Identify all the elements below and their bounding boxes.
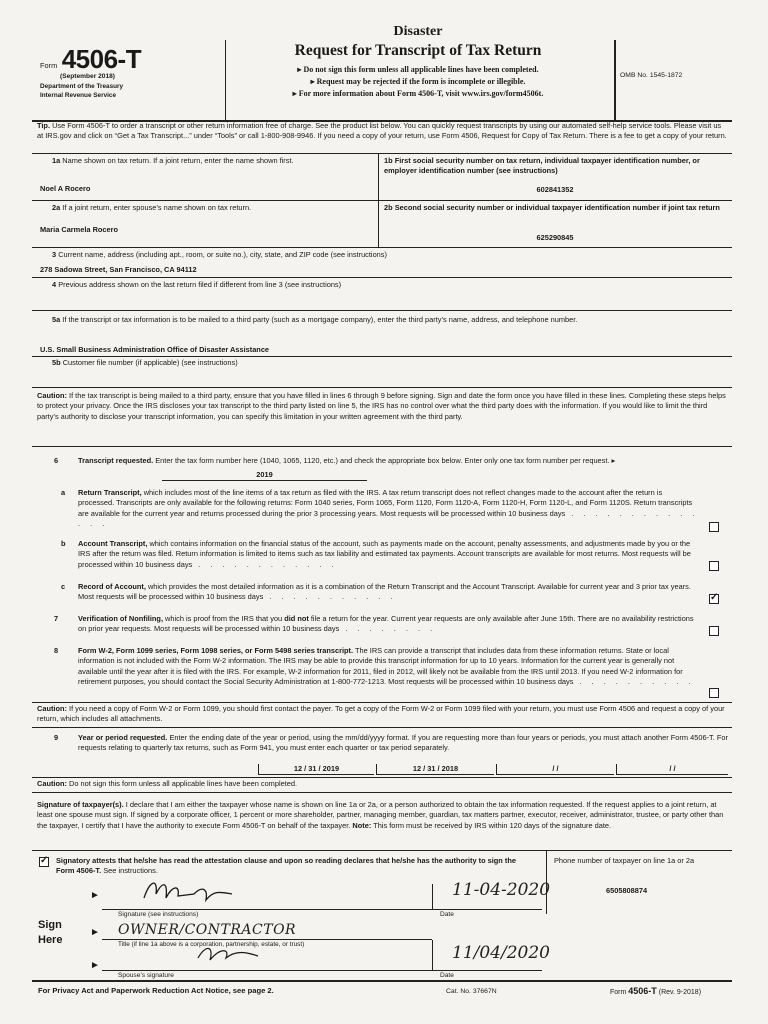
footer-cat-number: Cat. No. 37667N [446,988,497,995]
line-1a-label: 1a Name shown on tax return. If a joint return, enter the name shown first. [52,156,294,165]
line-6-form-number[interactable]: 2019 [162,470,367,481]
line-6a-letter: a [61,488,66,497]
taxpayer-signature [136,872,256,908]
w2-1099-checkbox[interactable] [709,688,719,698]
record-of-account-checkbox[interactable] [709,594,719,604]
attest-text: Signatory attests that he/she has read the attestation clause and upon so reading declares that he/she has the authority to sign the Form 4506-T. See instructions. [56,856,516,876]
line-6b-letter: b [61,539,66,548]
line-3-value: 278 Sadowa Street, San Francisco, CA 94112 [40,265,197,274]
line-2a-value: Maria Carmela Rocero [40,225,119,234]
form-date: (September 2018) [60,73,115,80]
signature-label: Signature (see instructions) [118,911,199,918]
account-transcript-checkbox[interactable] [709,561,719,571]
form-number-block [40,44,141,75]
line-5a-label: 5a If the transcript or tax information is to be mailed to a third party (such as a mortgage company), enter the third party’s name, address, and telephone number. [52,315,578,324]
attest-checkbox[interactable] [39,857,49,867]
line-9-text: Year or period requested. Enter the ending date of the year or period, using the mm/dd/yyyy format. If you are requesting more than four years or periods, you must attach another Form 4506-T. For requests relating to quarterly tax returns, such as Form 941, you must enter each quarter or tax period separately. [78,733,728,753]
header-instructions: ▸ Do not sign this form unless all applicable lines have been completed. ▸ Request may be rejected if the form is incomplete or illegible. ▸ For more information about Form 4506-T, visit www.irs.gov/form4506t. [292,65,544,98]
caution-w2: Caution: If you need a copy of Form W-2 or Form 1099, you should first contact the payer. To get a copy of the Form W-2 or Form 1099 filed with your return, you must use Form 4506 and request a copy of your return, which includes all attachments. [37,704,725,724]
tip-text: Tip. Use Form 4506-T to order a transcript or other return information free of charge. See the product list below. You can quickly request transcripts by using our automated self-help service tools. Please visit us at IRS.gov and click on “Get a Tax Transcript...” under “Tools” or call 1-800-908-9946. If you need a copy of your return, use Form 4506, Request for Copy of Tax Return. There is a fee to get a copy of your return. [37,121,727,141]
period-date-4[interactable]: / / [616,764,728,775]
line-2a-label: 2a If a joint return, enter spouse’s name shown on tax return. [52,203,252,212]
title-top: Disaster [393,24,443,39]
line-6-number: 6 [54,456,59,465]
signature-date-1: 11-04-2020 [452,880,551,900]
form-number: 4506-T [61,44,142,74]
footer-privacy-notice: For Privacy Act and Paperwork Reduction Act Notice, see page 2. [38,986,274,995]
line-6c-letter: c [61,582,66,591]
line-4-label: 4 Previous address shown on the last return filed if different from line 3 (see instructions) [52,280,342,289]
date-label-2: Date [440,972,454,979]
line-9-number: 9 [54,733,59,742]
line-8-number: 8 [54,646,59,655]
department: Department of the Treasury Internal Revenue Service [40,83,124,99]
phone-value: 6505808874 [606,886,648,895]
line-6-text: Transcript requested. Enter the tax form number here (1040, 1065, 1120, etc.) and check the appropriate box below. Enter only one tax form number per request. ▸ [78,456,616,465]
line-1a-value: Noel A Rocero [40,184,91,193]
date-label-1: Date [440,911,454,918]
signature-date-2: 11/04/2020 [452,943,550,963]
line-6c-text: Record of Account, which provides the most detailed information as it is a combination of the Return Transcript and the Account Transcript. Available for current year and 3 prior tax years. Most requests will be processed within 10 business days . . . . . . . . . . . [78,582,691,602]
title-label: Title (if line 1a above is a corporation, partnership, estate, or trust) [118,941,305,948]
footer-form-id: Form 4506-T (Rev. 9-2018) [610,986,702,996]
sign-arrow-1: ► [90,890,100,901]
sign-here-label: Sign Here [38,919,63,946]
spouse-signature [192,938,272,968]
caution-third-party: Caution: If the tax transcript is being mailed to a third party, ensure that you have filled in lines 6 through 9 before signing. Sign and date the form once you have filled in these lines. Completing these steps helps to protect your privacy. Once the IRS discloses your tax transcript to the third party listed on line 5, the IRS has no control over what the third party does with the information. If you would like to limit the third party’s authority to disclose your transcript information, you can specify this limitation in your written agreement with the third party. [37,391,726,421]
sign-arrow-2: ► [90,927,100,938]
period-date-2[interactable]: 12 / 31 / 2018 [376,764,494,775]
line-5b-label: 5b Customer file number (if applicable) (see instructions) [52,358,238,367]
page-title: Request for Transcript of Tax Return [294,42,542,59]
line-6b-text: Account Transcript, which contains information on the financial status of the account, such as payments made on the account, penalty assessments, and adjustments made by you or the IRS after the return was filed. Return information is limited to items such as tax liability and estimated tax payments. Account transcripts are available for most returns. Most requests will be processed within 10 business days . . . . . . . . . . . . [78,539,691,569]
line-3-label: 3 Current name, address (including apt., room, or suite no.), city, state, and ZIP code (see instructions) [52,250,387,259]
phone-label: Phone number of taxpayer on line 1a or 2a [554,856,695,865]
line-8-text: Form W-2, Form 1099 series, Form 1098 series, or Form 5498 series transcript. The IRS can provide a transcript that includes data from these information returns. State or local information is not included with the Form W-2 information. The IRS may be able to provide this transcript information for up to 10 years. Information for the current year is generally not available until the year after it is filed with the IRS. For example, W-2 information for 2011, filed in 2012, will likely not be available from the IRS until 2013. If you need W-2 information for retirement purposes, you should contact the Social Security Administration at 1-800-772-1213. Most requests will be processed within 10 business days . . . . . . . . . . [78,646,695,687]
sign-arrow-3: ► [90,960,100,971]
line-7-number: 7 [54,614,59,623]
caution-do-not-sign: Caution: Do not sign this form unless all applicable lines have been completed. [37,779,298,788]
spouse-signature-label: Spouse’s signature [118,972,174,979]
signature-declaration: Signature of taxpayer(s). I declare that I am either the taxpayer whose name is shown on line 1a or 2a, or a person authorized to obtain the tax information requested. If the request applies to a joint return, at least one spouse must sign. If signed by a corporate officer, 1 percent or more shareholder, partner, managing member, guardian, tax matters partner, executor, receiver, administrator, trustee, or party other than the taxpayer, I certify that I have the authority to execute Form 4506-T on behalf of the taxpayer. Note: This form must be received by IRS within 120 days of the signature date. [37,800,724,830]
line-6a-text: Return Transcript, which includes most of the line items of a tax return as filed with the IRS. A tax return transcript does not reflect changes made to the account after the return is processed. Transcripts are only available for the following returns: Form 1040 series, Form 1065, Form 1120, Form 1120-A, Form 1120-H, Form 1120-L, and Form 1120S. Return transcripts are available for the current year and returns processed during the prior 3 processing years. Most requests will be processed within 10 business days . . . . . . . . . . . . . . [78,488,699,529]
return-transcript-checkbox[interactable] [709,522,719,532]
line-1b-label: 1b First social security number on tax return, individual taxpayer identification number, or employer identification number (see instructions) [384,156,700,176]
period-date-1[interactable]: 12 / 31 / 2019 [258,764,374,775]
line-1b-value: 602841352 [536,185,574,194]
line-7-text: Verification of Nonfiling, which is proof from the IRS that you did not file a return for the year. Current year requests are only available after June 15th. There are no availability restrictions on prior year requests. Most requests will be processed within 10 business days . . . . . . . . [78,614,694,634]
form-word: Form [40,61,58,70]
line-5a-value: U.S. Small Business Administration Office of Disaster Assistance [40,345,270,354]
line-2b-value: 625290845 [536,233,574,242]
period-date-3[interactable]: / / [496,764,614,775]
line-2b-label: 2b Second social security number or individual taxpayer identification number if joint tax return [384,203,720,212]
title-value: OWNER/CONTRACTOR [118,922,297,938]
omb-number: OMB No. 1545-1872 [620,72,683,79]
verification-nonfiling-checkbox[interactable] [709,626,719,636]
form-page [32,14,732,1012]
